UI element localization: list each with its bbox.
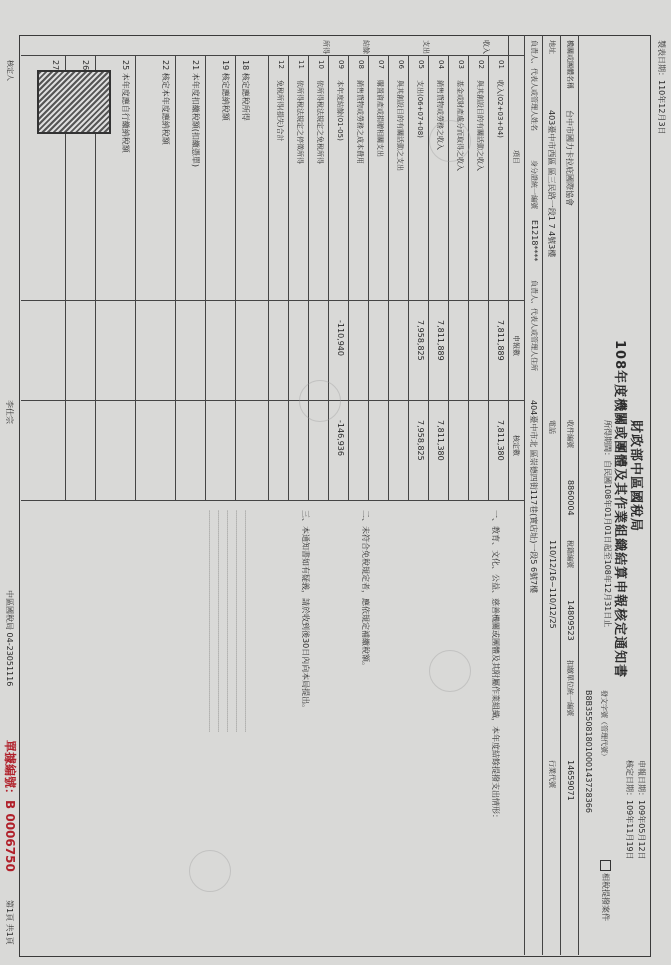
id-no: E1218**** <box>530 220 539 262</box>
side-label: 結餘 <box>362 40 370 54</box>
row-number: 11 <box>297 60 305 69</box>
row-divider <box>288 55 289 500</box>
row-divider <box>308 55 309 500</box>
row-item: 銷售貨物或勞務之收入 <box>436 80 444 150</box>
serial-label: 單據編號：B 0006750 <box>3 740 17 872</box>
org-name-label: 機關或團體名稱 <box>566 40 574 89</box>
rep-address: 404臺中市北 區崇德四街117巷(實店址)一段5 6號7樓 <box>529 400 538 594</box>
watermark-seal <box>429 650 471 692</box>
row-item: 支出(06+07+08) <box>416 80 424 138</box>
row-item: 本年度結餘(01-05) <box>336 80 344 141</box>
row-assessed: 7,811,380 <box>496 420 505 461</box>
row-item: 免稅所得(損失)合計 <box>276 80 284 142</box>
row-assessed: 7,958,825 <box>416 420 425 461</box>
side-label: 支出 <box>422 40 430 54</box>
row-number: 12 <box>277 60 285 69</box>
unified-no: 14809523 <box>566 600 575 641</box>
apply-date: 申報日期：109年05月12日 <box>637 760 646 860</box>
fine-print: ………………………………………………………………………………………………… ………………………………………………………………………………………………… ………………………………………………………………………………………………… ………………………………………………………………………………………………… ………………………………………………………………………………………………… <box>207 510 250 732</box>
watermark-seal <box>429 120 471 162</box>
row-divider <box>328 55 329 500</box>
note-1: 一、教育、文化、公益、慈善機關或團體及其附屬作業組織，本年度結餘提撥支出情形： <box>491 510 500 822</box>
row-assessed: 7,811,380 <box>436 420 445 461</box>
row-number: 04 <box>437 60 445 69</box>
col-assessed: 核定數 <box>512 435 520 456</box>
org-name: 台中市國力卡拉庇國際協會 <box>565 110 574 206</box>
sign-label: 核定人 <box>6 60 14 81</box>
row-item: 與其創設目的有關活動之收入 <box>476 80 484 171</box>
row-divider <box>428 55 429 500</box>
sign-name: 李仕宗 <box>5 400 14 424</box>
row-item: 購置資產或捐贈相關支出 <box>376 80 384 157</box>
agency-label: 行業代號 <box>548 760 556 788</box>
note-2: 二、未符合免稅規定者，應依規定補繳稅額。 <box>361 510 370 670</box>
row-divider <box>468 55 469 500</box>
row-item: 收入(02+03+04) <box>496 80 504 138</box>
calc-line: 18 核定應稅所得 <box>241 60 250 121</box>
calc-line: 25 本年度應自行繳納稅額 <box>121 60 130 153</box>
row-assessed: -146,936 <box>336 420 345 456</box>
row-declared: 7,811,889 <box>436 320 445 361</box>
row-divider <box>408 55 409 500</box>
special-case-checkbox[interactable]: 相稅提撥案件 <box>600 860 611 921</box>
row-number: 09 <box>337 60 345 69</box>
rep-address-label: 負責人、代表人或管理人住所 <box>530 280 538 371</box>
unified-no-label: 稅籍編號 <box>566 540 574 568</box>
watermark-seal <box>189 850 231 892</box>
row-declared: -110,940 <box>336 320 345 356</box>
tax-no: 14659071 <box>566 760 575 801</box>
row-item: 依所得稅法規定之免稅所得 <box>316 80 324 164</box>
calc-line: 22 核定本年度應納稅額 <box>161 60 170 145</box>
receipt-no: 8860004 <box>566 480 575 516</box>
row-number: 02 <box>477 60 485 69</box>
note-3: 三、本通知書如有疑義，請於收到後30日內向本局提出。 <box>301 510 310 713</box>
row-number: 07 <box>377 60 385 69</box>
issue-date: 製表日期：110年12月3日 <box>657 40 666 135</box>
row-item: 依所得稅法規定之停徵所得 <box>296 80 304 164</box>
row-declared: 7,958,825 <box>416 320 425 361</box>
page-no: 第1頁 共1頁 <box>5 900 14 945</box>
calc-line: 19 核定應納稅額 <box>221 60 230 121</box>
row-number: 06 <box>397 60 405 69</box>
row-number: 03 <box>457 60 465 69</box>
doc-no-label: 發文字號（管理代號） <box>600 690 608 760</box>
side-label: 收入 <box>482 40 490 54</box>
official-seal-stamp <box>37 70 111 134</box>
rep-label: 負責人、代表人或管理人姓名 <box>530 40 538 131</box>
row-divider <box>268 55 269 500</box>
row-declared: 7,811,889 <box>496 320 505 361</box>
calc-line: 21 本年度扣繳稅額(扣繳憑單) <box>191 60 200 167</box>
phone-label: 電話 <box>548 420 556 434</box>
row-item: 與其創設目的有關活動之支出 <box>396 80 404 171</box>
agency-title: 財政部中區國稅局 <box>628 420 643 533</box>
assess-date: 核定日期：109年11月19日 <box>625 760 634 860</box>
row-divider <box>368 55 369 500</box>
period-code: 110/12/16~110/12/25 <box>548 540 557 629</box>
side-label: 所得 <box>322 40 330 54</box>
address-label: 地址 <box>548 40 556 54</box>
office-phone: 中區國稅局 04-23051116 <box>5 590 14 687</box>
row-number: 01 <box>497 60 505 69</box>
form-title: 108年度機關或團體及其作業組織結算申報核定通知書 <box>612 340 627 679</box>
income-period: 所得期間：自民國108年01月01日起至108年12月31日止 <box>603 420 612 628</box>
row-number: 05 <box>417 60 425 69</box>
receipt-label: 收件編號 <box>566 420 574 448</box>
col-item: 項目 <box>512 150 520 164</box>
row-number: 08 <box>357 60 365 69</box>
row-item: 銷售貨物或勞務之成本費用 <box>356 80 364 164</box>
col-declared: 申報數 <box>512 335 520 356</box>
id-label: 身分證統一編號 <box>530 160 538 209</box>
address: 403臺中市西區 區三民路一段1 7 4號3樓 <box>547 110 556 258</box>
watermark-seal <box>299 380 341 422</box>
row-divider <box>488 55 489 500</box>
tax-no-label: 扣繳單位統一編號 <box>566 660 574 716</box>
serial-number: B 0006750 <box>3 800 17 872</box>
row-divider <box>348 55 349 500</box>
row-number: 10 <box>317 60 325 69</box>
row-item: 基金或財產處分而取得之收入 <box>456 80 464 171</box>
doc-no: B8B355081801000143728366 <box>584 690 593 813</box>
row-divider <box>388 55 389 500</box>
